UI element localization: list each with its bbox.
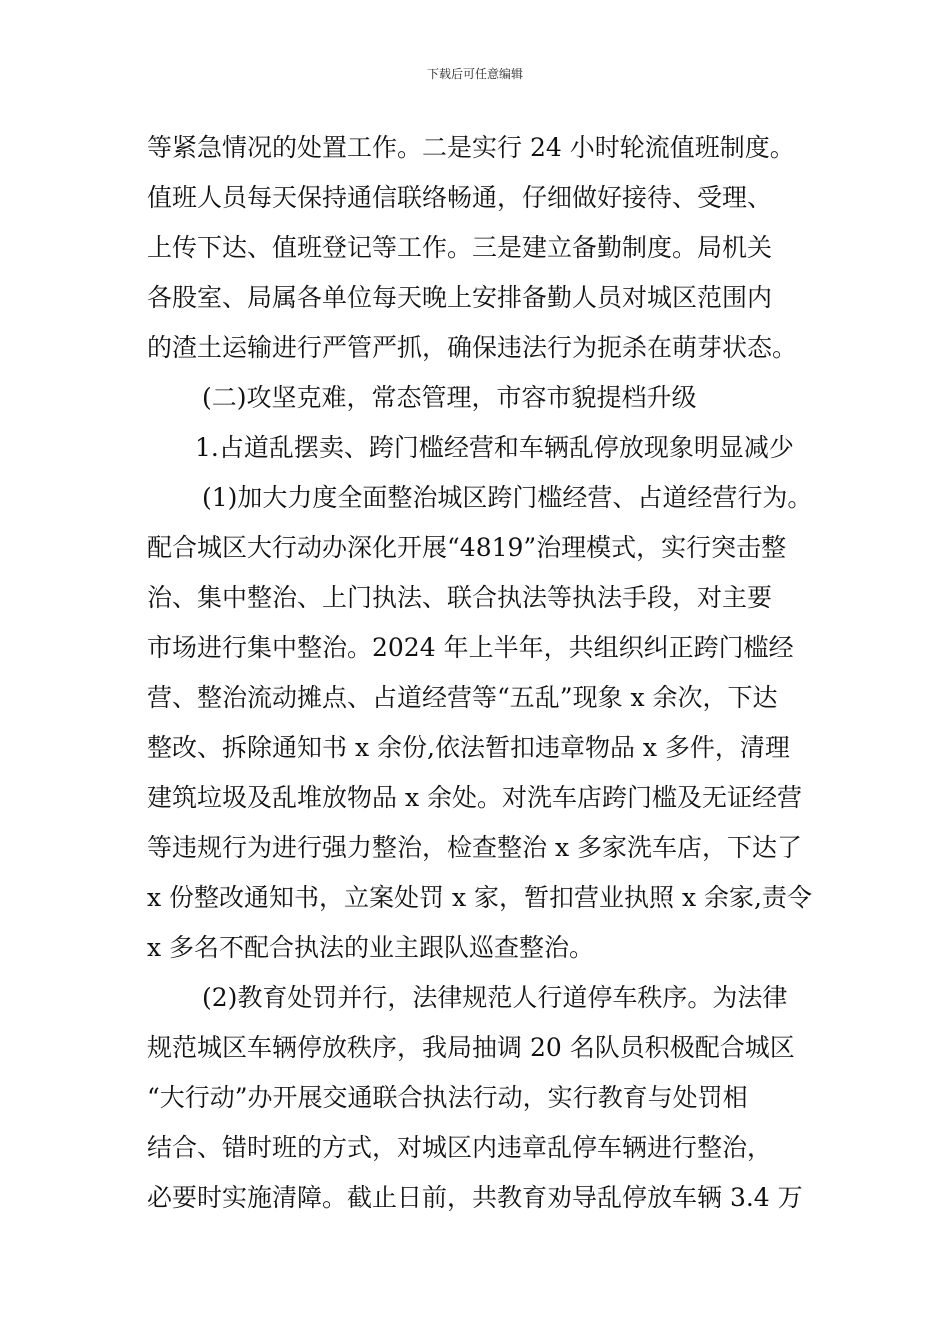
paragraph-line: 上传下达、值班登记等工作。三是建立备勤制度。局机关 xyxy=(147,233,773,262)
paragraph-line: 等紧急情况的处置工作。二是实行 24 小时轮流值班制度。 xyxy=(147,133,795,162)
paragraph-line: 规范城区车辆停放秩序，我局抽调 20 名队员积极配合城区 xyxy=(147,1033,795,1062)
paragraph-line: 营、整治流动摊点、占道经营等“五乱”现象 x 余次，下达 xyxy=(147,683,778,712)
paragraph-line: 各股室、局属各单位每天晚上安排备勤人员对城区范围内 xyxy=(147,283,773,312)
section-heading: (二)攻坚克难，常态管理，市容市貌提档升级 xyxy=(202,383,697,412)
page-header: 下载后可任意编辑 xyxy=(426,67,523,81)
paragraph-line: x 多名不配合执法的业主跟队巡查整治。 xyxy=(147,933,595,962)
paragraph-line: (1)加大力度全面整治城区跨门槛经营、占道经营行为。 xyxy=(202,483,813,512)
paragraph-line: 整改、拆除通知书 x 余份,依法暂扣违章物品 x 多件，清理 xyxy=(147,733,790,762)
paragraph-line: 必要时实施清障。截止日前，共教育劝导乱停放车辆 3.4 万 xyxy=(147,1183,803,1212)
document-body xyxy=(147,123,822,1223)
paragraph-line: 值班人员每天保持通信联络畅通，仔细做好接待、受理、 xyxy=(147,183,773,212)
paragraph-line: 结合、错时班的方式，对城区内违章乱停车辆进行整治， xyxy=(147,1133,773,1162)
paragraph-line: 的渣土运输进行严管严抓，确保违法行为扼杀在萌芽状态。 xyxy=(147,333,798,362)
paragraph-line: 配合城区大行动办深化开展“4819”治理模式，实行突击整 xyxy=(147,533,787,562)
paragraph-line: 市场进行集中整治。2024 年上半年，共组织纠正跨门槛经 xyxy=(147,633,794,662)
paragraph-line: 等违规行为进行强力整治，检查整治 x 多家洗车店，下达了 xyxy=(147,833,802,862)
paragraph-line: “大行动”办开展交通联合执法行动，实行教育与处罚相 xyxy=(147,1083,748,1112)
paragraph-line: 建筑垃圾及乱堆放物品 x 余处。对洗车店跨门槛及无证经营 xyxy=(147,783,802,812)
paragraph-line: (2)教育处罚并行，法律规范人行道停车秩序。为法律 xyxy=(202,983,788,1012)
paragraph-line: x 份整改通知书，立案处罚 x 家，暂扣营业执照 x 余家,责令 xyxy=(147,883,812,912)
subsection-heading: 1.占道乱摆卖、跨门槛经营和车辆乱停放现象明显减少 xyxy=(195,433,794,462)
paragraph-line: 治、集中整治、上门执法、联合执法等执法手段，对主要 xyxy=(147,583,773,612)
